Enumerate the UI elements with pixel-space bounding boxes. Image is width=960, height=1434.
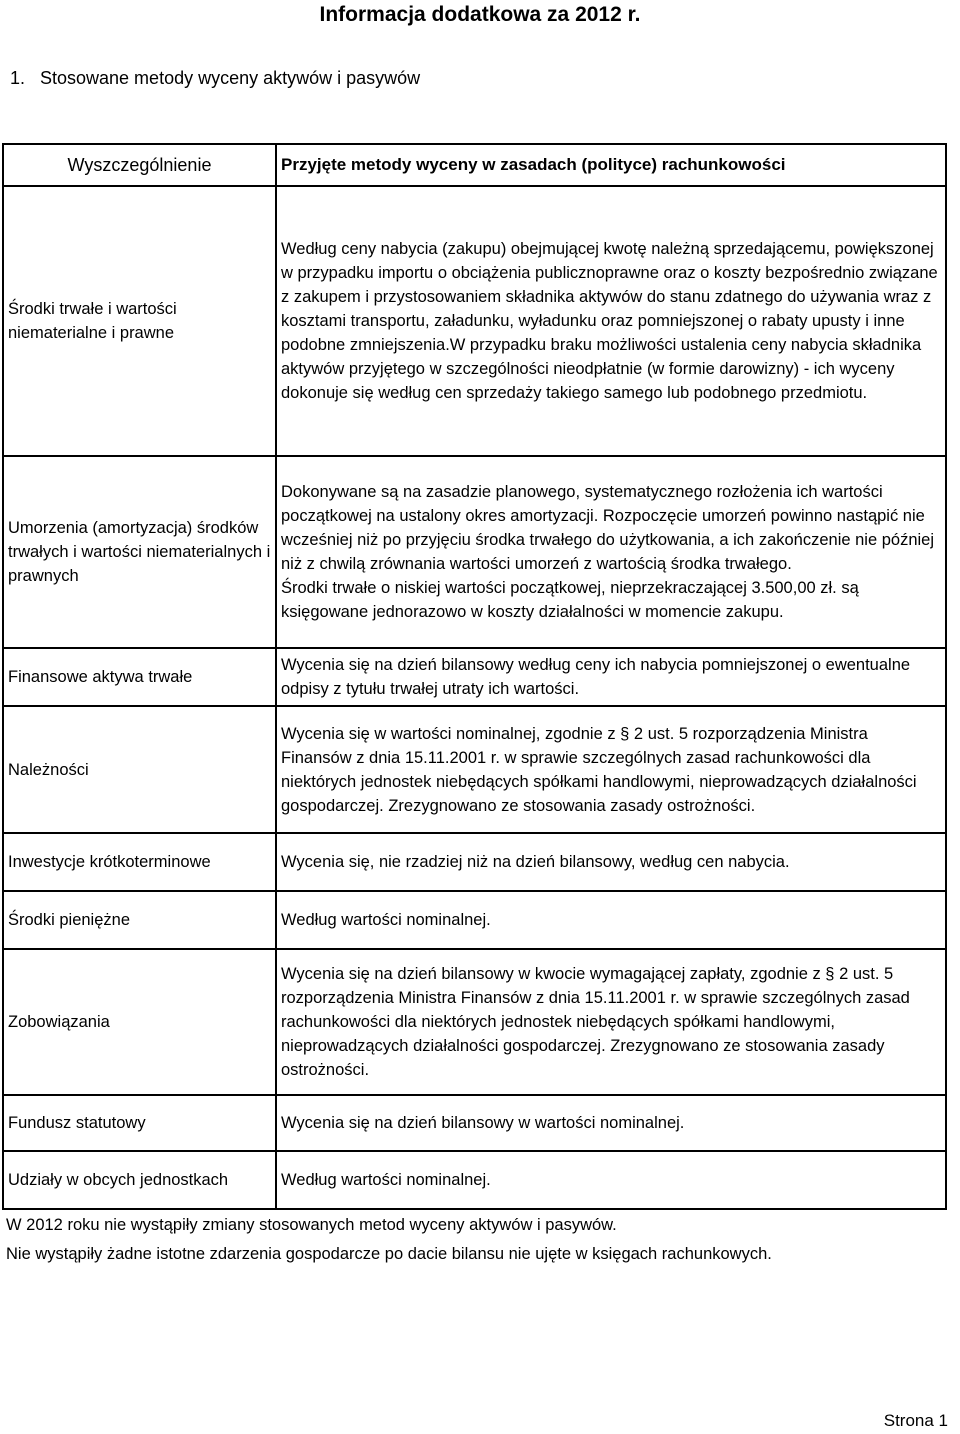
row-item-label: Inwestycje krótkoterminowe	[3, 833, 276, 891]
note-line: W 2012 roku nie wystąpiły zmiany stosowanych metod wyceny aktywów i pasywów.	[6, 1216, 617, 1234]
row-item-label: Środki pieniężne	[3, 891, 276, 949]
row-method-text	[276, 456, 946, 648]
method-paragraph: Środki trwałe o niskiej wartości początkowej, nieprzekraczającej 3.500,00 zł. są księgowane jednorazowo w koszty działalności w momencie zakupu.	[281, 579, 859, 621]
table-row	[3, 186, 946, 456]
row-item-label: Należności	[3, 706, 276, 833]
row-item-label: Umorzenia (amortyzacja) środków trwałych i wartości niematerialnych i prawnych	[3, 456, 276, 648]
header-item: Wyszczególnienie	[3, 144, 276, 186]
table-row	[3, 456, 946, 648]
table-row	[3, 1095, 946, 1151]
table-row	[3, 1151, 946, 1209]
table-row	[3, 706, 946, 833]
method-paragraph: Dokonywane są na zasadzie planowego, systematycznego rozłożenia ich wartości początkowej na ustalony okres amortyzacji. Rozpoczęcie umorzeń powinno nastąpić nie wcześniej niż po przyjęciu środka trwałego do użytkowania, a ich zakończenie nie później niż z chwilą zrównania wartości umorzeń z wartością środka trwałego.	[281, 483, 935, 573]
row-method-text: Wycenia się na dzień bilansowy w kwocie wymagającej zapłaty, zgodnie z § 2 ust. 5 rozporządzenia Ministra Finansów z dnia 15.11.2001 r. w sprawie szczególnych zasad rachunkowości dla niektórych jednostek niebędących spółkami handlowymi, nieprowadzących działalności gospodarczej. Zrezygnowano ze stosowania zasady ostrożności.	[276, 949, 946, 1095]
table-header-row	[3, 144, 946, 186]
section-heading	[10, 67, 420, 89]
page-number: Strona 1	[883, 1411, 948, 1430]
row-method-text: Wycenia się na dzień bilansowy w wartości nominalnej.	[276, 1095, 946, 1151]
note-line: Nie wystąpiły żadne istotne zdarzenia gospodarcze po dacie bilansu nie ujęte w księgach rachunkowych.	[6, 1245, 772, 1263]
document-title: Informacja dodatkowa za 2012 r.	[319, 3, 641, 26]
table-row	[3, 648, 946, 706]
row-item-label: Zobowiązania	[3, 949, 276, 1095]
table-row	[3, 949, 946, 1095]
row-item-label: Środki trwałe i wartości niematerialne i prawne	[3, 186, 276, 456]
row-method-text: Wycenia się, nie rzadziej niż na dzień bilansowy, według cen nabycia.	[276, 833, 946, 891]
valuation-methods-table	[2, 143, 947, 1210]
row-item-label: Fundusz statutowy	[3, 1095, 276, 1151]
row-method-text: Według ceny nabycia (zakupu) obejmującej kwotę należną sprzedającemu, powiększonej w przypadku importu o obciążenia publicznoprawne oraz o koszty bezpośrednio związane z zakupem i przystosowaniem składnika aktywów do stanu zdatnego do używania wraz z kosztami transportu, załadunku, wyładunku oraz pomniejszonej o rabaty upusty i inne podobne zmniejszenia.W przypadku braku możliwości ustalenia ceny nabycia składnika aktywów przyjętego w szczególności nieodpłatnie (w formie darowizny) - ich wyceny dokonuje się według cen sprzedaży takiego samego lub podobnego przedmiotu.	[276, 186, 946, 456]
section-title: Stosowane metody wyceny aktywów i pasywów	[40, 68, 421, 88]
notes-block	[6, 1211, 772, 1269]
row-method-text: Według wartości nominalnej.	[276, 1151, 946, 1209]
row-item-label: Finansowe aktywa trwałe	[3, 648, 276, 706]
row-item-label: Udziały w obcych jednostkach	[3, 1151, 276, 1209]
table-row	[3, 833, 946, 891]
row-method-text: Według wartości nominalnej.	[276, 891, 946, 949]
header-method: Przyjęte metody wyceny w zasadach (polityce) rachunkowości	[276, 144, 946, 186]
table-row	[3, 891, 946, 949]
row-method-text: Wycenia się w wartości nominalnej, zgodnie z § 2 ust. 5 rozporządzenia Ministra Finansów z dnia 15.11.2001 r. w sprawie szczególnych zasad rachunkowości dla niektórych jednostek niebędących spółkami handlowymi, nieprowadzących działalności gospodarczej. Zrezygnowano ze stosowania zasady ostrożności.	[276, 706, 946, 833]
row-method-text: Wycenia się na dzień bilansowy według ceny ich nabycia pomniejszonej o ewentualne odpisy z tytułu trwałej utraty ich wartości.	[276, 648, 946, 706]
section-number: 1.	[10, 68, 26, 88]
